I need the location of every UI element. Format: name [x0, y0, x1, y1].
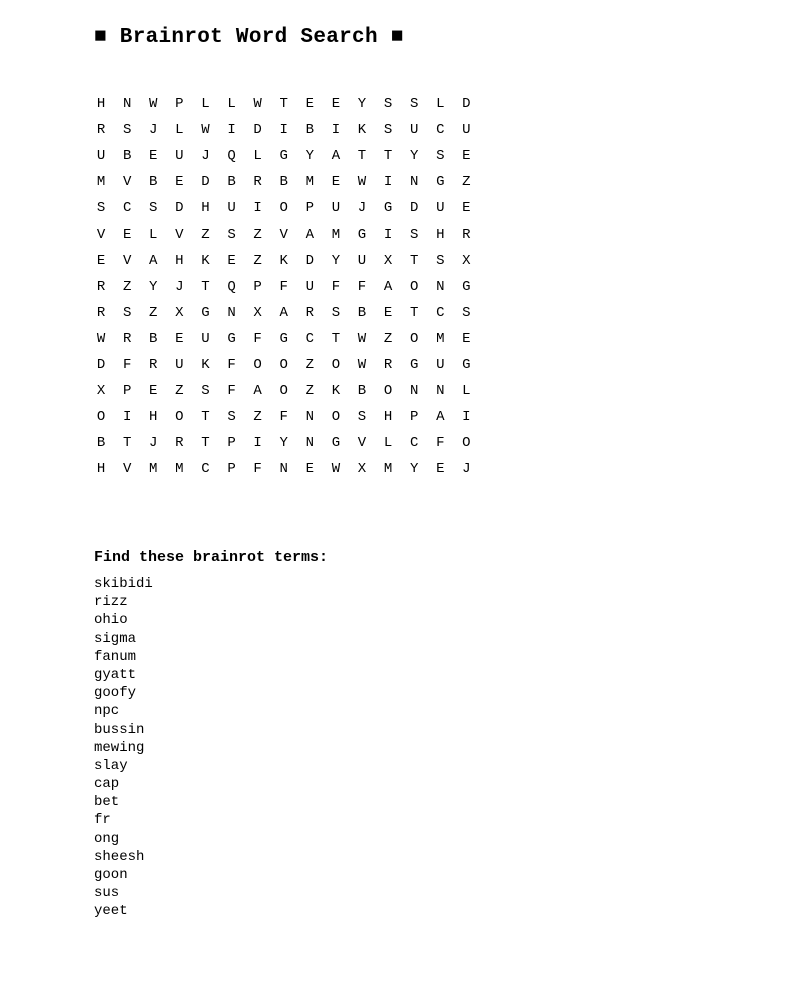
grid-letter: S: [122, 304, 132, 321]
grid-letter: S: [227, 409, 236, 426]
grid-letter: Y: [409, 148, 419, 165]
grid-letter: Z: [175, 383, 184, 400]
grid-letter: Z: [201, 226, 210, 243]
grid-letter: B: [357, 304, 367, 321]
grid-letter: O: [331, 356, 341, 373]
grid-letter: V: [175, 226, 184, 243]
grid-letter: P: [305, 200, 314, 217]
grid-letter: Z: [122, 278, 132, 295]
grid-letter: Z: [383, 330, 393, 347]
grid-letter: H: [96, 96, 106, 113]
grid-letter: L: [149, 226, 158, 243]
grid-letter: N: [279, 461, 288, 478]
grid-letter: W: [96, 330, 106, 347]
grid-letter: X: [462, 252, 471, 269]
grid-letter: B: [305, 122, 314, 139]
grid-letter: C: [201, 461, 210, 478]
grid-letter: C: [122, 200, 132, 217]
grid-letter: R: [149, 356, 158, 373]
grid-letter: R: [253, 174, 262, 191]
grid-letter: U: [462, 122, 471, 139]
grid-letter: J: [462, 461, 471, 478]
grid-letter: I: [383, 226, 393, 243]
grid-letter: C: [409, 435, 419, 452]
grid-row: [88, 274, 479, 300]
grid-letter: Y: [149, 278, 158, 295]
grid-letter: V: [122, 252, 132, 269]
word-list-item: slay: [94, 757, 128, 774]
grid-letter: B: [227, 174, 236, 191]
grid-letter: T: [383, 148, 393, 165]
word-list-item: fanum: [94, 648, 137, 665]
grid-letter: V: [279, 226, 288, 243]
grid-letter: Y: [305, 148, 314, 165]
grid-letter: C: [436, 122, 445, 139]
grid-letter: T: [331, 330, 341, 347]
grid-letter: U: [227, 200, 236, 217]
grid-letter: S: [409, 96, 419, 113]
grid-letter: S: [383, 96, 393, 113]
grid-letter: L: [253, 148, 262, 165]
grid-letter: G: [279, 330, 288, 347]
grid-letter: A: [253, 383, 262, 400]
grid-letter: E: [149, 383, 158, 400]
grid-letter: X: [357, 461, 367, 478]
grid-letter: I: [227, 122, 236, 139]
grid-letter: T: [201, 278, 210, 295]
grid-letter: A: [305, 226, 314, 243]
grid-letter: G: [462, 278, 471, 295]
grid-letter: U: [357, 252, 367, 269]
grid-letter: U: [436, 200, 445, 217]
grid-letter: G: [227, 330, 236, 347]
grid-letter: R: [96, 304, 106, 321]
grid-letter: X: [253, 304, 262, 321]
grid-letter: N: [227, 304, 236, 321]
grid-row: [88, 117, 479, 143]
grid-row: [88, 352, 479, 378]
grid-row: [88, 143, 479, 169]
grid-letter: D: [96, 356, 106, 373]
word-list-item: skibidi: [94, 576, 153, 592]
grid-letter: I: [253, 435, 262, 452]
grid-letter: Z: [305, 383, 314, 400]
grid-letter: V: [122, 174, 132, 191]
grid-letter: N: [436, 278, 445, 295]
grid-letter: M: [436, 330, 445, 347]
word-list-item: gyatt: [94, 666, 137, 683]
grid-letter: K: [357, 122, 367, 139]
grid-row: [88, 430, 479, 456]
grid-letter: F: [279, 409, 288, 426]
grid-letter: W: [357, 330, 367, 347]
grid-letter: U: [201, 330, 210, 347]
grid-letter: S: [436, 252, 445, 269]
grid-letter: A: [149, 252, 158, 269]
grid-letter: T: [201, 409, 210, 426]
grid-row: [88, 326, 479, 352]
grid-letter: C: [305, 330, 314, 347]
grid-letter: K: [279, 252, 288, 269]
grid-letter: R: [175, 435, 184, 452]
word-list-item: yeet: [94, 903, 128, 920]
grid-letter: B: [149, 330, 158, 347]
grid-letter: R: [383, 356, 393, 373]
grid-letter: W: [149, 96, 158, 113]
grid-letter: N: [122, 96, 132, 113]
grid-letter: B: [122, 148, 132, 165]
grid-letter: P: [227, 435, 236, 452]
grid-letter: W: [331, 461, 341, 478]
letter-grid: [88, 91, 479, 482]
grid-letter: P: [253, 278, 262, 295]
grid-row: [88, 195, 479, 221]
grid-letter: F: [253, 330, 262, 347]
grid-letter: E: [96, 252, 106, 269]
grid-letter: U: [436, 356, 445, 373]
grid-letter: K: [331, 383, 341, 400]
grid-letter: P: [122, 383, 132, 400]
grid-letter: O: [279, 200, 288, 217]
grid-letter: E: [462, 148, 471, 165]
grid-letter: E: [175, 330, 184, 347]
grid-letter: M: [331, 226, 341, 243]
grid-letter: A: [331, 148, 341, 165]
grid-letter: S: [436, 148, 445, 165]
grid-letter: B: [96, 435, 106, 452]
grid-letter: O: [409, 330, 419, 347]
grid-letter: D: [305, 252, 314, 269]
grid-letter: U: [96, 148, 106, 165]
grid-letter: E: [122, 226, 132, 243]
grid-letter: M: [305, 174, 314, 191]
grid-letter: X: [383, 252, 393, 269]
grid-letter: I: [279, 122, 288, 139]
grid-letter: P: [175, 96, 184, 113]
grid-letter: U: [175, 148, 184, 165]
grid-letter: U: [175, 356, 184, 373]
grid-letter: O: [96, 409, 106, 426]
word-list-item: ong: [94, 830, 120, 847]
grid-row: [88, 221, 479, 247]
grid-letter: J: [357, 200, 367, 217]
grid-letter: T: [409, 304, 419, 321]
grid-letter: Y: [279, 435, 288, 452]
grid-letter: V: [357, 435, 367, 452]
grid-letter: G: [383, 200, 393, 217]
grid-letter: F: [331, 278, 341, 295]
grid-letter: V: [122, 461, 132, 478]
grid-letter: L: [383, 435, 393, 452]
grid-letter: U: [409, 122, 419, 139]
grid-letter: E: [383, 304, 393, 321]
grid-letter: E: [175, 174, 184, 191]
grid-row: [88, 300, 479, 326]
grid-letter: E: [149, 148, 158, 165]
grid-letter: Y: [409, 461, 419, 478]
word-list-item: goon: [94, 867, 128, 883]
grid-letter: Q: [227, 278, 236, 295]
grid-letter: Q: [227, 148, 236, 165]
grid-letter: S: [462, 304, 471, 321]
grid-letter: X: [175, 304, 184, 321]
grid-letter: O: [462, 435, 471, 452]
grid-letter: I: [383, 174, 393, 191]
grid-letter: S: [96, 200, 106, 217]
grid-letter: G: [357, 226, 367, 243]
grid-letter: H: [175, 252, 184, 269]
grid-letter: F: [122, 356, 132, 373]
grid-letter: S: [357, 409, 367, 426]
grid-letter: R: [462, 226, 471, 243]
grid-letter: L: [462, 383, 471, 400]
grid-letter: D: [201, 174, 210, 191]
grid-letter: F: [253, 461, 262, 478]
grid-letter: Z: [305, 356, 314, 373]
grid-letter: C: [436, 304, 445, 321]
grid-letter: R: [96, 278, 106, 295]
grid-letter: J: [149, 122, 158, 139]
grid-letter: F: [227, 383, 236, 400]
grid-letter: J: [175, 278, 184, 295]
grid-letter: I: [253, 200, 262, 217]
grid-letter: Z: [462, 174, 471, 191]
grid-letter: S: [201, 383, 210, 400]
grid-row: [88, 404, 479, 430]
page-title: ■ Brainrot Word Search ■: [94, 26, 404, 49]
grid-letter: K: [201, 252, 210, 269]
grid-letter: D: [462, 96, 471, 113]
grid-letter: T: [357, 148, 367, 165]
grid-letter: J: [149, 435, 158, 452]
grid-letter: O: [331, 409, 341, 426]
grid-letter: E: [436, 461, 445, 478]
grid-letter: F: [227, 356, 236, 373]
grid-letter: W: [357, 174, 367, 191]
grid-letter: G: [279, 148, 288, 165]
grid-letter: M: [149, 461, 158, 478]
grid-letter: O: [383, 383, 393, 400]
grid-letter: R: [122, 330, 132, 347]
grid-letter: I: [122, 409, 132, 426]
grid-letter: Y: [331, 252, 341, 269]
grid-letter: M: [96, 174, 106, 191]
word-list: [94, 575, 153, 921]
grid-letter: D: [253, 122, 262, 139]
grid-row: [88, 91, 479, 117]
grid-letter: W: [357, 356, 367, 373]
grid-letter: J: [201, 148, 210, 165]
grid-row: [88, 169, 479, 195]
grid-letter: W: [201, 122, 210, 139]
grid-letter: O: [409, 278, 419, 295]
grid-letter: R: [96, 122, 106, 139]
grid-letter: U: [331, 200, 341, 217]
grid-letter: X: [96, 383, 106, 400]
word-list-item: npc: [94, 703, 120, 720]
grid-letter: I: [462, 409, 471, 426]
grid-letter: G: [409, 356, 419, 373]
grid-letter: E: [462, 200, 471, 217]
grid-letter: Z: [253, 226, 262, 243]
grid-letter: B: [149, 174, 158, 191]
word-list-item: mewing: [94, 739, 145, 756]
grid-letter: Z: [253, 409, 262, 426]
grid-letter: U: [305, 278, 314, 295]
grid-letter: O: [279, 356, 288, 373]
grid-letter: T: [122, 435, 132, 452]
grid-letter: N: [409, 383, 419, 400]
grid-letter: P: [227, 461, 236, 478]
word-list-item: bet: [94, 794, 120, 811]
grid-row: [88, 378, 479, 404]
grid-letter: H: [149, 409, 158, 426]
grid-letter: L: [175, 122, 184, 139]
word-list-item: ohio: [94, 612, 128, 629]
grid-letter: L: [227, 96, 236, 113]
grid-letter: D: [175, 200, 184, 217]
grid-letter: N: [436, 383, 445, 400]
grid-letter: H: [436, 226, 445, 243]
grid-letter: A: [279, 304, 288, 321]
grid-letter: E: [227, 252, 236, 269]
grid-letter: M: [175, 461, 184, 478]
grid-letter: O: [175, 409, 184, 426]
grid-letter: T: [409, 252, 419, 269]
grid-letter: D: [409, 200, 419, 217]
grid-letter: F: [357, 278, 367, 295]
grid-letter: A: [436, 409, 445, 426]
word-list-item: sus: [94, 885, 120, 902]
grid-letter: S: [331, 304, 341, 321]
grid-letter: S: [149, 200, 158, 217]
grid-letter: L: [436, 96, 445, 113]
grid-letter: N: [409, 174, 419, 191]
word-list-item: bussin: [94, 721, 145, 738]
grid-letter: Z: [253, 252, 262, 269]
grid-letter: S: [122, 122, 132, 139]
grid-letter: B: [357, 383, 367, 400]
grid-letter: G: [201, 304, 210, 321]
grid-letter: E: [305, 461, 314, 478]
grid-letter: G: [331, 435, 341, 452]
grid-row: [88, 456, 479, 482]
grid-letter: B: [279, 174, 288, 191]
word-list-item: sigma: [94, 630, 137, 647]
grid-letter: N: [305, 435, 314, 452]
grid-letter: H: [201, 200, 210, 217]
word-list-item: rizz: [94, 594, 128, 611]
grid-letter: S: [383, 122, 393, 139]
grid-letter: R: [305, 304, 314, 321]
grid-letter: N: [305, 409, 314, 426]
grid-letter: K: [201, 356, 210, 373]
grid-letter: Y: [357, 96, 367, 113]
grid-letter: O: [253, 356, 262, 373]
grid-letter: W: [253, 96, 262, 113]
grid-letter: T: [279, 96, 288, 113]
grid-letter: F: [436, 435, 445, 452]
word-list-item: cap: [94, 776, 120, 793]
grid-letter: F: [279, 278, 288, 295]
grid-row: [88, 248, 479, 274]
grid-letter: G: [436, 174, 445, 191]
grid-letter: S: [227, 226, 236, 243]
word-list-heading: Find these brainrot terms:: [94, 549, 329, 566]
grid-letter: P: [409, 409, 419, 426]
grid-letter: H: [383, 409, 393, 426]
word-list-item: goofy: [94, 685, 137, 702]
grid-letter: S: [409, 226, 419, 243]
grid-letter: E: [331, 174, 341, 191]
grid-letter: H: [96, 461, 106, 478]
word-list-item: sheesh: [94, 848, 145, 865]
word-list-item: fr: [94, 812, 111, 829]
grid-letter: M: [383, 461, 393, 478]
grid-letter: G: [462, 356, 471, 373]
grid-letter: O: [279, 383, 288, 400]
grid-letter: L: [201, 96, 210, 113]
grid-letter: E: [462, 330, 471, 347]
grid-letter: E: [305, 96, 314, 113]
grid-letter: T: [201, 435, 210, 452]
grid-letter: E: [331, 96, 341, 113]
grid-letter: A: [383, 278, 393, 295]
grid-letter: V: [96, 226, 106, 243]
grid-letter: I: [331, 122, 341, 139]
grid-letter: Z: [149, 304, 158, 321]
